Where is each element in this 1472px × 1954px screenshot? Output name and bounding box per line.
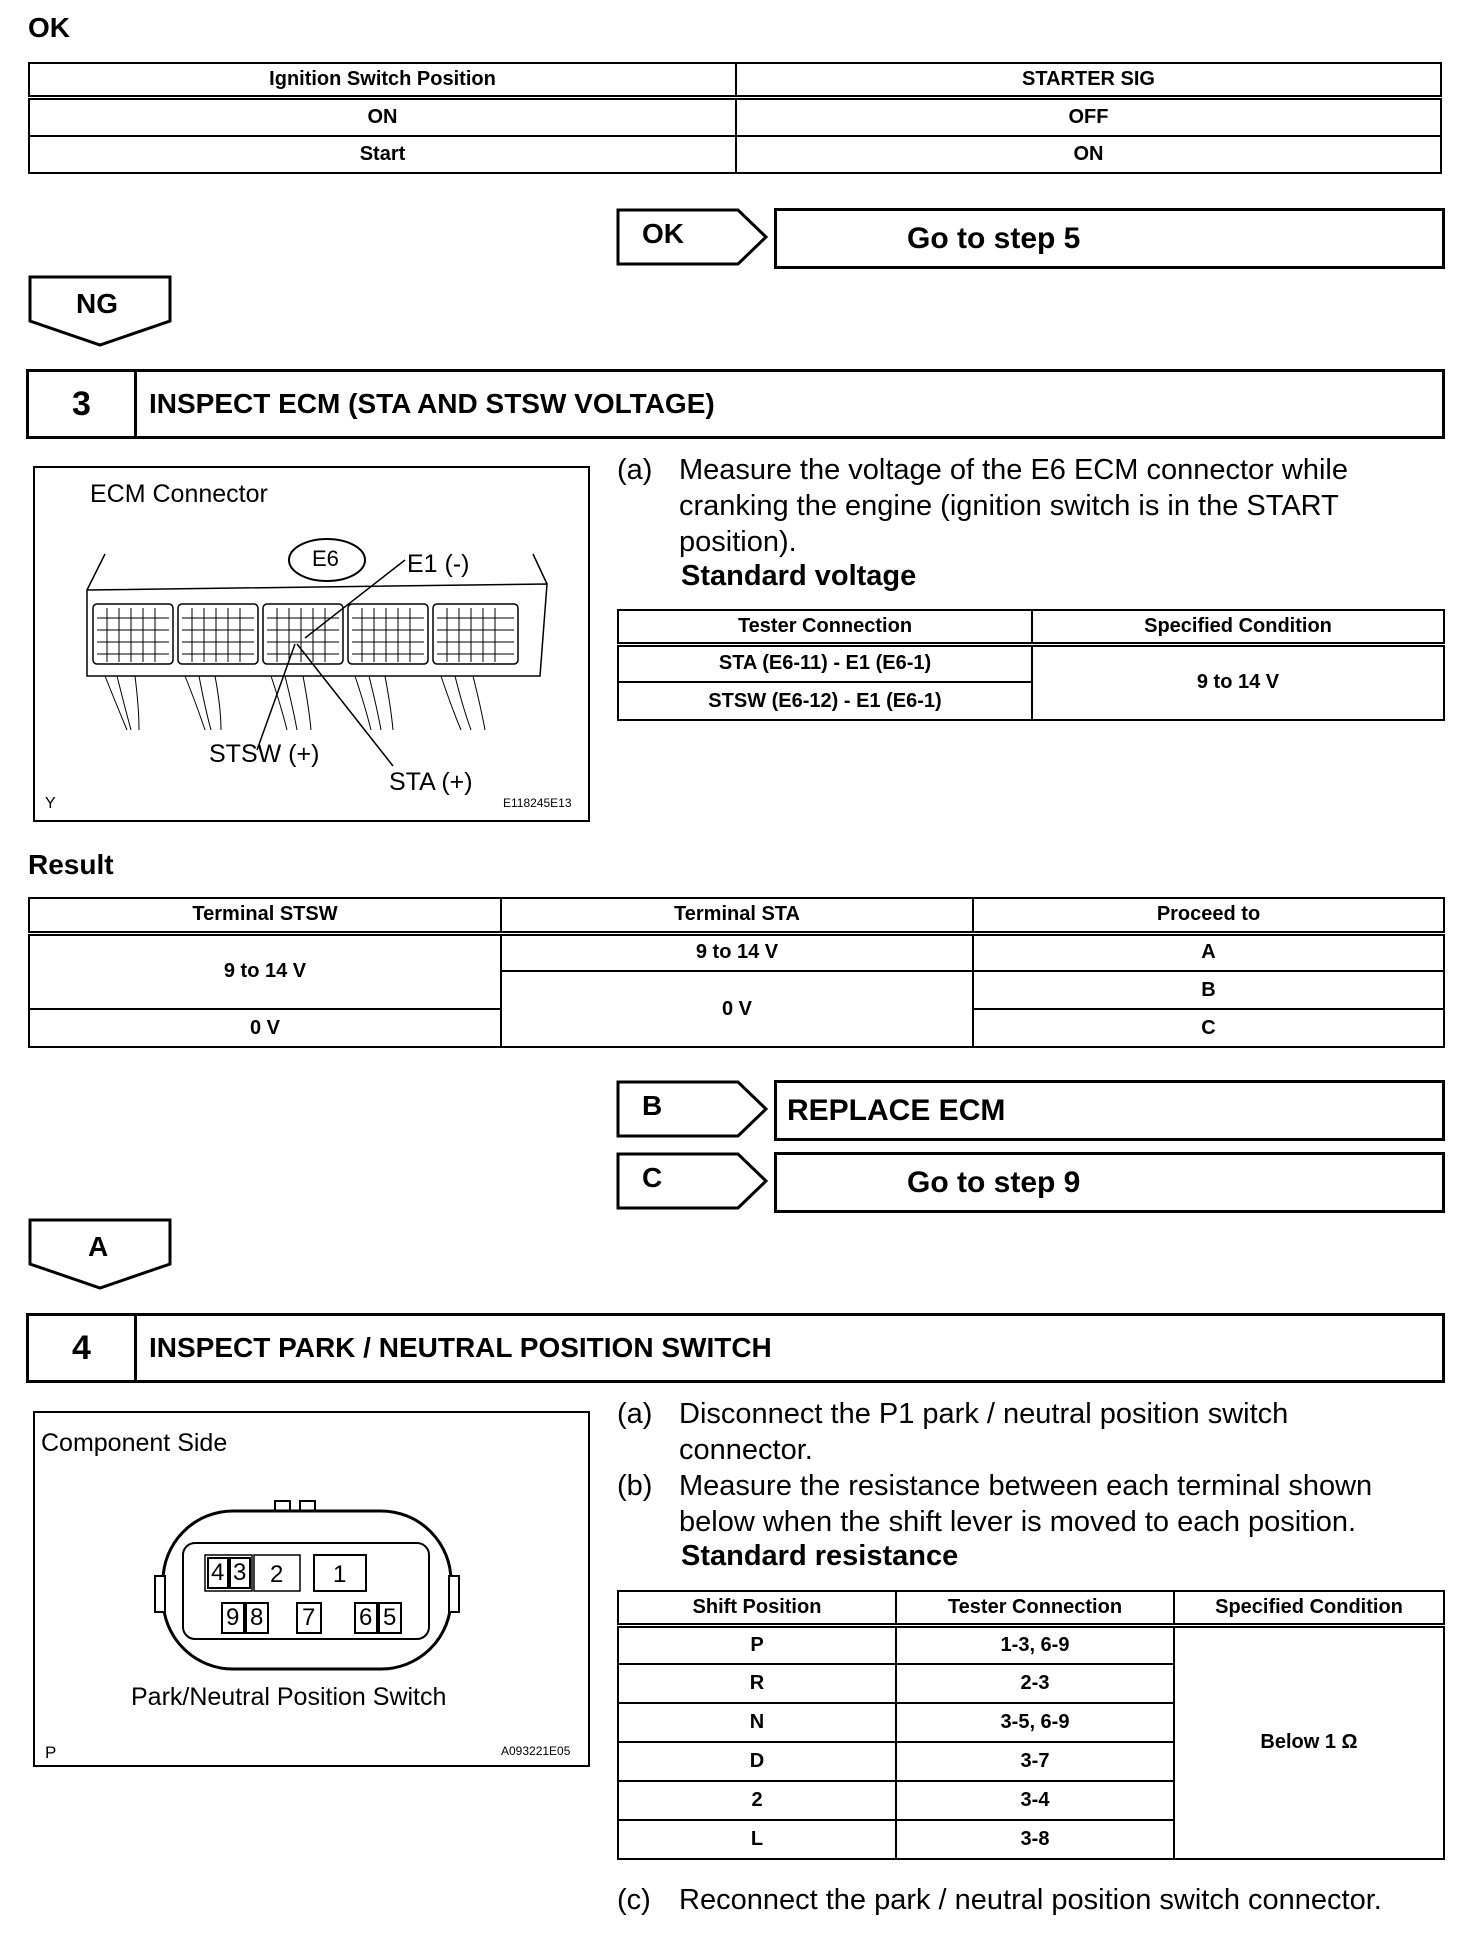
resistance-table xyxy=(617,1590,1445,1860)
table-cell: 3-7 xyxy=(896,1742,1174,1781)
ecm-connector-figure xyxy=(33,466,590,822)
table-cell: L xyxy=(618,1820,896,1859)
result-table xyxy=(28,897,1445,1048)
step-3-title: INSPECT ECM (STA AND STSW VOLTAGE) xyxy=(149,388,715,419)
figure-corner-letter: Y xyxy=(45,795,56,812)
b-arrow-label: B xyxy=(642,1090,663,1121)
pin-label: 7 xyxy=(302,1604,316,1631)
figure-caption: Component Side xyxy=(41,1429,228,1457)
figure-caption: ECM Connector xyxy=(90,480,268,508)
sta-label: STA (+) xyxy=(389,768,473,796)
table-header: Shift Position xyxy=(618,1591,896,1625)
step-4-number: 4 xyxy=(29,1316,137,1380)
e6-label: E6 xyxy=(312,546,339,571)
table-cell: N xyxy=(618,1703,896,1742)
pin-label: 2 xyxy=(270,1561,284,1588)
e1-label: E1 (-) xyxy=(407,550,470,578)
step-4-header xyxy=(26,1313,1445,1383)
pin-label: 3 xyxy=(233,1559,247,1586)
table-cell: Below 1 Ω xyxy=(1174,1625,1444,1859)
instruction-label: (b) xyxy=(617,1470,653,1502)
table-cell: 3-8 xyxy=(896,1820,1174,1859)
table-header: Tester Connection xyxy=(896,1591,1174,1625)
table-header: STARTER SIG xyxy=(736,63,1441,97)
table-header: Terminal STA xyxy=(501,898,973,933)
table-cell: ON xyxy=(736,136,1441,173)
table-header: Specified Condition xyxy=(1174,1591,1444,1625)
table-cell: 9 to 14 V xyxy=(501,933,973,971)
replace-ecm-text: REPLACE ECM xyxy=(787,1093,1006,1127)
standard-voltage-heading: Standard voltage xyxy=(681,560,917,592)
standard-resistance-heading: Standard resistance xyxy=(681,1540,959,1572)
table-cell: 9 to 14 V xyxy=(1032,644,1444,720)
switch-connector-drawing xyxy=(35,1413,588,1765)
table-cell: B xyxy=(973,971,1444,1009)
switch-label: Park/Neutral Position Switch xyxy=(131,1683,447,1711)
table-cell: A xyxy=(973,933,1444,971)
instruction-text: Disconnect the P1 park / neutral position switch connector. xyxy=(679,1398,1289,1466)
instruction-label: (a) xyxy=(617,1398,653,1430)
ignition-table xyxy=(28,62,1442,174)
table-cell: Start xyxy=(29,136,736,173)
figure-code: A093221E05 xyxy=(501,1744,571,1758)
table-cell: 3-4 xyxy=(896,1781,1174,1820)
table-cell: 0 V xyxy=(501,971,973,1047)
step-4-title: INSPECT PARK / NEUTRAL POSITION SWITCH xyxy=(149,1332,772,1363)
instruction-text: Reconnect the park / neutral position switch connector. xyxy=(679,1884,1382,1916)
pin-label: 4 xyxy=(211,1559,225,1586)
table-cell: 2-3 xyxy=(896,1664,1174,1703)
table-header: Terminal STSW xyxy=(29,898,501,933)
table-cell: 1-3, 6-9 xyxy=(896,1625,1174,1664)
table-header: Specified Condition xyxy=(1032,610,1444,644)
table-cell: ON xyxy=(29,97,736,136)
step-4-instruction-a xyxy=(617,1396,1447,1468)
table-cell: 3-5, 6-9 xyxy=(896,1703,1174,1742)
pin-label: 1 xyxy=(333,1561,347,1588)
go-to-step-9-text: Go to step 9 xyxy=(907,1165,1081,1199)
step-4-instruction-c xyxy=(617,1882,1447,1922)
figure-code: E118245E13 xyxy=(503,796,572,810)
pin-label: 6 xyxy=(359,1604,373,1631)
pin-label: 5 xyxy=(383,1604,397,1631)
ok-heading: OK xyxy=(28,12,70,43)
go-to-step-5-text: Go to step 5 xyxy=(907,221,1081,255)
table-cell: OFF xyxy=(736,97,1441,136)
replace-ecm-box[interactable] xyxy=(774,1080,1445,1141)
park-neutral-switch-figure xyxy=(33,1411,590,1767)
go-to-step-9-box[interactable] xyxy=(774,1152,1445,1213)
c-arrow[interactable] xyxy=(616,1152,768,1210)
ok-arrow-label: OK xyxy=(642,218,684,249)
figure-corner-letter: P xyxy=(45,1743,57,1762)
table-cell: P xyxy=(618,1625,896,1664)
instruction-label: (c) xyxy=(617,1884,651,1916)
table-cell: C xyxy=(973,1009,1444,1047)
table-cell: D xyxy=(618,1742,896,1781)
table-header: Proceed to xyxy=(973,898,1444,933)
pin-label: 9 xyxy=(226,1604,240,1631)
table-cell: STA (E6-11) - E1 (E6-1) xyxy=(618,644,1032,682)
ng-arrow-label: NG xyxy=(76,288,118,319)
voltage-table xyxy=(617,609,1445,721)
table-cell: 0 V xyxy=(29,1009,501,1047)
pin-label: 8 xyxy=(250,1604,264,1631)
result-heading: Result xyxy=(28,849,114,880)
step-4-instruction-b xyxy=(617,1468,1447,1540)
table-cell: STSW (E6-12) - E1 (E6-1) xyxy=(618,682,1032,720)
step-3-header xyxy=(26,369,1445,439)
table-header: Tester Connection xyxy=(618,610,1032,644)
c-arrow-label: C xyxy=(642,1162,663,1193)
stsw-label: STSW (+) xyxy=(209,740,320,768)
table-cell: 2 xyxy=(618,1781,896,1820)
ok-arrow[interactable] xyxy=(616,208,768,266)
b-arrow[interactable] xyxy=(616,1080,768,1138)
table-cell: 9 to 14 V xyxy=(29,933,501,1009)
instruction-text: Measure the voltage of the E6 ECM connector while cranking the engine (ignition switch is in the START position). xyxy=(679,454,1348,558)
a-arrow-label: A xyxy=(88,1231,109,1262)
step-3-number: 3 xyxy=(29,372,137,436)
table-cell: R xyxy=(618,1664,896,1703)
instruction-text: Measure the resistance between each terminal shown below when the shift lever is moved to each position. xyxy=(679,1470,1373,1538)
go-to-step-5-box[interactable] xyxy=(774,208,1445,269)
table-header: Ignition Switch Position xyxy=(29,63,736,97)
instruction-label: (a) xyxy=(617,454,653,486)
